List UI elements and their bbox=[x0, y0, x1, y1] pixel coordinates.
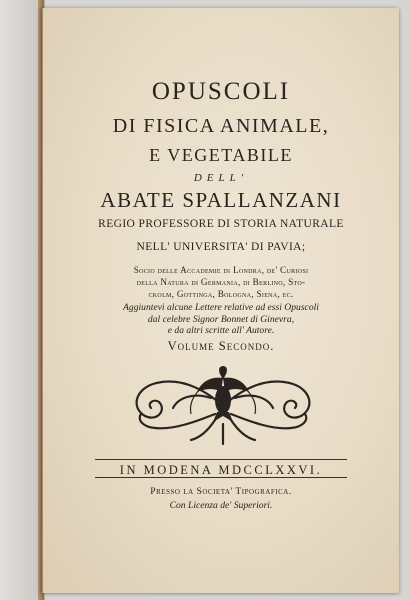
dell-label: DELL' bbox=[193, 172, 249, 184]
title-line-1: OPUSCOLI bbox=[151, 78, 291, 105]
academies-line-3: ckolm, Gottinga, Bologna, Siena, ec. bbox=[148, 289, 294, 300]
additions-line-3: e da altri scritte all' Autore. bbox=[167, 325, 275, 336]
publisher-line: Presso la Societa' Tipografica. bbox=[150, 486, 292, 497]
title-line-2: DI FISICA ANIMALE, bbox=[112, 115, 330, 137]
title-line-3: E VEGETABILE bbox=[149, 145, 293, 165]
additions-block bbox=[43, 302, 399, 337]
imprint-top-rule bbox=[95, 459, 347, 460]
academies-line-2: della Natura di Germania, di Berlino, Sto- bbox=[136, 277, 306, 288]
imprint-line: IN MODENA MDCCLXXVI. bbox=[119, 463, 323, 477]
author-name: ABATE SPALLANZANI bbox=[100, 188, 342, 212]
double-eagle-ornament-icon bbox=[123, 358, 323, 450]
volume-label: Volume Secondo. bbox=[167, 339, 275, 353]
academies-line-1: Socio delle Accademie di Londra, de' Curiosi bbox=[133, 265, 309, 275]
title-page bbox=[42, 8, 399, 593]
academies-block bbox=[43, 264, 399, 301]
additions-line-1: Aggiuntevi alcune Lettere relative ad essi Opuscoli bbox=[123, 302, 319, 313]
imprint-bottom-rule bbox=[95, 477, 347, 478]
additions-line-2: dal celebre Signor Bonnet di Ginevra, bbox=[147, 313, 295, 325]
license-line: Con Licenza de' Superiori. bbox=[169, 500, 273, 511]
author-role-line-2: NELL' UNIVERSITA' DI PAVIA; bbox=[136, 241, 306, 253]
author-role-line-1: REGIO PROFESSORE DI STORIA NATURALE bbox=[98, 218, 344, 230]
